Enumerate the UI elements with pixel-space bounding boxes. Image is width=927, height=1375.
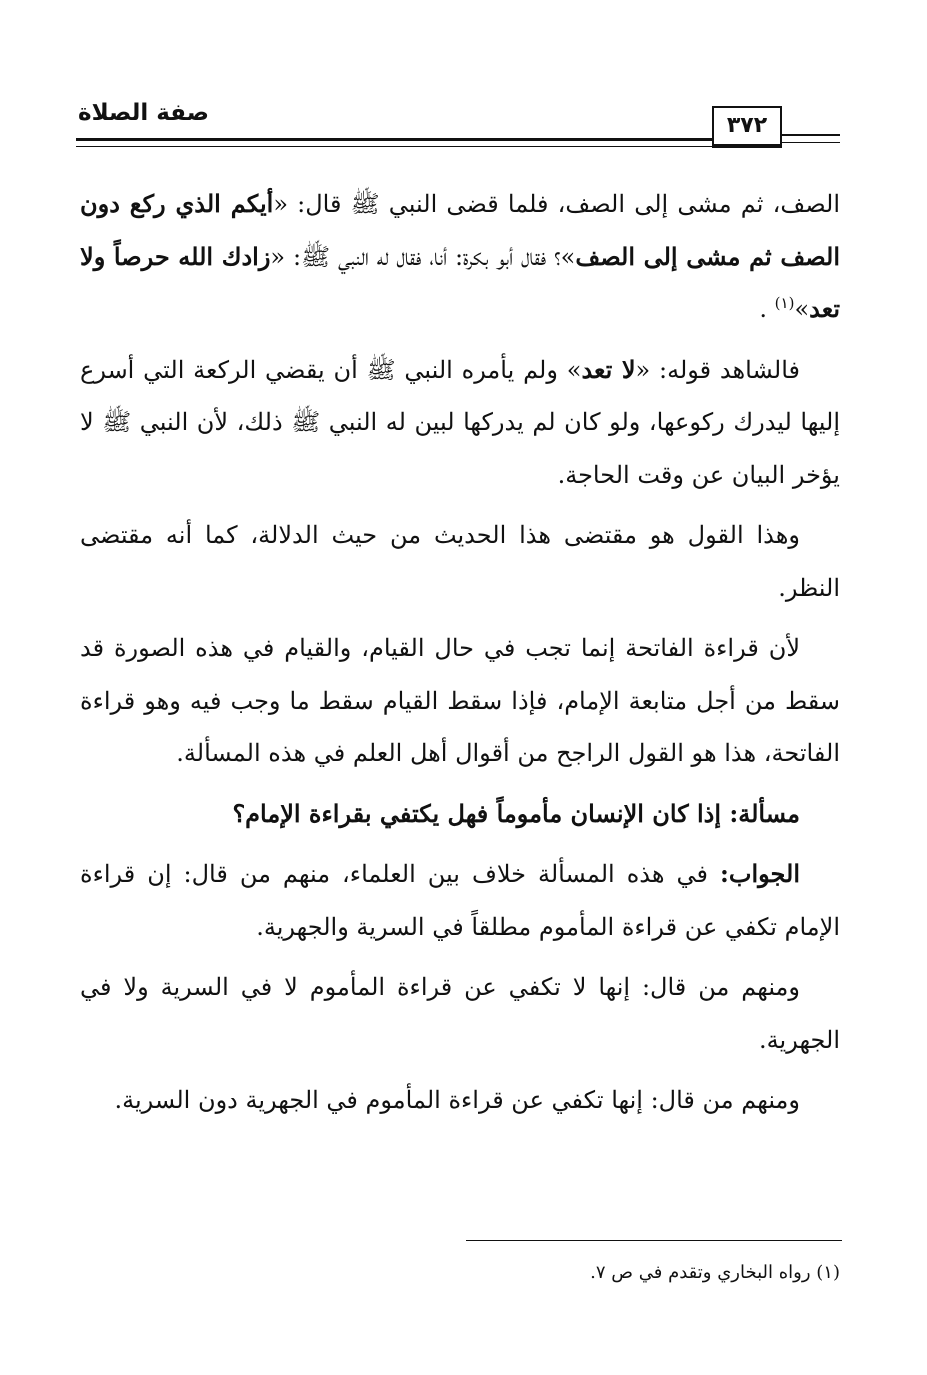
header-rule-tail-thin xyxy=(782,142,840,143)
paragraph-opinion-2: ومنهم من قال: إنها لا تكفي عن قراءة المأموم لا في السرية ولا في الجهرية. xyxy=(80,973,840,1054)
paragraph-evidence xyxy=(80,344,840,502)
text-run: » xyxy=(794,295,810,323)
footnote: (١) رواه البخاري وتقدم في ص ٧. xyxy=(590,1262,840,1283)
main-text xyxy=(80,178,840,1135)
text-run: »؟ فقال أبو بكرة: أنا، فقال له النبي ﷺ: « xyxy=(270,242,576,271)
bold-quote: أيكم الذي ركع دون الصف ثم مشى إلى الصف xyxy=(80,189,840,271)
running-title: صفة الصلاة xyxy=(78,100,209,126)
question-heading: مسألة: إذا كان الإنسان مأموماً فهل يكتفي بقراءة الإمام؟ xyxy=(232,798,800,828)
text-run: » ولم يأمره النبي ﷺ أن يقضي الركعة التي أسرع إليها ليدرك ركوعها، ولو كان لم يدركها لبين له النبي ﷺ ذلك، لأن النبي ﷺ لا يؤخر البيان عن وقت الحاجة. xyxy=(80,355,840,489)
text-run: في هذه المسألة خلاف بين العلماء، منهم من قال: إن قراءة الإمام تكفي عن قراءة المأموم مطلقاً في السرية والجهرية. xyxy=(80,860,840,941)
paragraph-conclusion: وهذا القول هو مقتضى هذا الحديث من حيث الدلالة، كما أنه مقتضى النظر. xyxy=(80,521,840,602)
header-rule-tail xyxy=(782,134,840,136)
bold-quote: زادك الله حرصاً ولا تعد xyxy=(80,241,840,323)
paragraph-hadith xyxy=(80,178,840,336)
answer-label: الجواب: xyxy=(720,859,800,888)
bold-quote: لا تعد xyxy=(581,354,636,384)
page-number-box xyxy=(712,106,782,148)
footnote-marker: (١) xyxy=(774,294,795,312)
page-header xyxy=(70,98,840,158)
paragraph-answer xyxy=(80,848,840,953)
text-run: فالشاهد قوله: « xyxy=(635,355,801,384)
page-number: ٣٧٢ xyxy=(726,113,768,138)
text-run: الصف، ثم مشى إلى الصف، فلما قضى النبي ﷺ قال: « xyxy=(273,190,840,218)
paragraph-opinion-3: ومنهم من قال: إنها تكفي عن قراءة المأموم في الجهرية دون السرية. xyxy=(114,1086,800,1114)
text-run: . xyxy=(759,295,775,323)
header-rule-thin xyxy=(76,146,712,147)
header-rule-thick xyxy=(76,138,712,141)
paragraph-reasoning: لأن قراءة الفاتحة إنما تجب في حال القيام، والقيام في هذه الصورة قد سقط من أجل متابعة الإمام، فإذا سقط القيام سقط ما وجب فيه وهو قراءة الفاتحة، هذا هو القول الراجح من أقوال أهل العلم في هذه المسألة. xyxy=(80,634,840,767)
footnote-separator xyxy=(466,1240,842,1241)
